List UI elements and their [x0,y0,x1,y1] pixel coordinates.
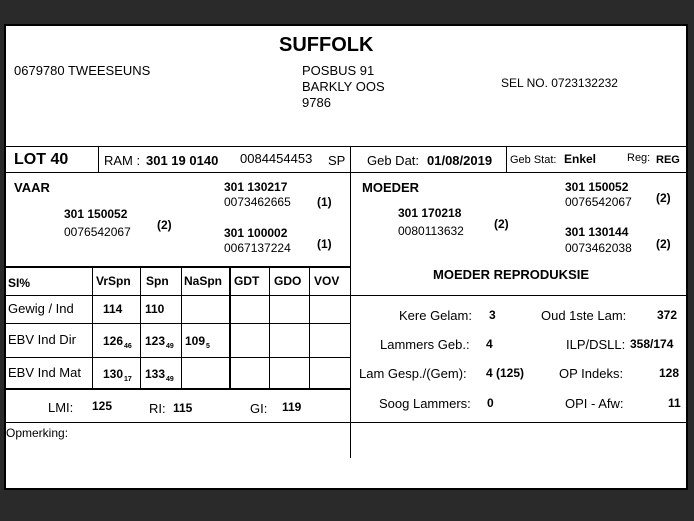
phone-number: SEL NO. 0723132232 [501,76,618,90]
lammers-geb-value: 4 [486,337,493,351]
geb-stat-label: Geb Stat: [510,154,557,166]
si-header: SI% [8,276,31,290]
moeder-gd-id: 0073462038 [565,241,632,255]
gi-label: GI: [250,401,268,416]
ri-value: 115 [173,401,193,415]
moeder-gs-number: 301 150052 [565,180,629,194]
lot-number: LOT 40 [14,151,69,168]
vaar-sire-id: 0076542067 [64,225,131,239]
opi-value: 11 [668,396,681,410]
op-indeks-label: OP Indeks: [559,366,624,381]
ilp-value: 358/174 [630,337,674,351]
ilp-label: ILP/DSLL: [566,337,626,352]
ri-label: RI: [149,401,166,416]
breed-title: SUFFOLK [279,34,374,56]
gi-value: 119 [282,400,302,414]
ram-number: 301 19 0140 [146,153,219,168]
kere-gelam-label: Kere Gelam: [399,308,472,323]
si-row-label-ebv-mat: EBV Ind Mat [8,365,81,380]
lmi-label: LMI: [48,400,74,415]
remarks-label: Opmerking: [6,426,69,440]
kere-gelam-value: 3 [489,308,496,322]
moeder-gs-count: (2) [656,191,671,205]
si-row-ebv-dir-vrspn: $126_{46}$ [103,334,132,350]
si-row-label-ebv-dir: EBV Ind Dir [8,332,76,347]
moeder-gd-count: (2) [656,237,671,251]
naspn-header: NaSpn [184,274,223,288]
vaar-gd-number: 301 100002 [224,226,288,240]
oud-label: Oud 1ste Lam: [541,308,627,323]
moeder-count: (2) [494,217,509,231]
ram-id: 0084454453 [240,151,313,166]
owner-name: 0679780 TWEESEUNS [14,63,151,78]
si-row-ebv-mat-spn: $133_{49}$ [145,367,174,383]
vaar-gs-id: 0073462665 [224,195,291,209]
reg-label: Reg: [627,152,651,164]
ram-label: RAM : [104,153,141,168]
gdt-header: GDT [234,274,260,288]
lam-gesp-value: 4 (125) [486,366,525,380]
vrspn-header: VrSpn [96,274,131,288]
opi-label: OPI - Afw: [565,396,624,411]
sp-label: SP [328,153,346,168]
address-line-2: BARKLY OOS [302,79,385,94]
lot-card [4,24,688,490]
geb-dat-label: Geb Dat: [367,153,420,168]
vaar-sire-count: (2) [157,218,172,232]
reproduction-title: MOEDER REPRODUKSIE [433,267,590,282]
reg-value: REG [656,154,680,166]
vaar-sire-number: 301 150052 [64,207,128,221]
moeder-label: MOEDER [362,180,420,195]
gdo-header: GDO [274,274,302,288]
soog-value: 0 [487,396,494,410]
vov-header: VOV [314,274,340,288]
si-row-ebv-mat-vrspn: $130_{17}$ [103,367,132,383]
address-line-3: 9786 [302,95,331,110]
si-row-label-gewig: Gewig / Ind [8,301,74,316]
vaar-gs-number: 301 130217 [224,180,288,194]
vaar-label: VAAR [14,180,50,195]
si-row-ebv-dir-naspn: $109_5$ [185,334,210,350]
geb-stat-value: Enkel [564,152,597,166]
op-indeks-value: 128 [659,366,680,380]
geb-dat-value: 01/08/2019 [427,153,493,168]
si-row-ebv-dir-spn: $123_{49}$ [145,334,174,350]
spn-header: Spn [146,274,169,288]
oud-value: 372 [657,308,678,322]
si-row-gewig-spn: 110 [145,302,165,316]
vaar-gd-count: (1) [317,237,332,251]
lammers-geb-label: Lammers Geb.: [380,337,470,352]
vaar-gd-id: 0067137224 [224,241,291,255]
address-line-1: POSBUS 91 [302,63,375,78]
lam-gesp-label: Lam Gesp./(Gem): [359,366,467,381]
vaar-gs-count: (1) [317,195,332,209]
lmi-value: 125 [92,399,113,413]
moeder-number: 301 170218 [398,206,462,220]
moeder-gd-number: 301 130144 [565,225,629,239]
soog-label: Soog Lammers: [379,396,471,411]
moeder-id: 0080113632 [398,224,464,238]
si-row-gewig-vrspn: 114 [103,302,123,316]
moeder-gs-id: 0076542067 [565,195,632,209]
